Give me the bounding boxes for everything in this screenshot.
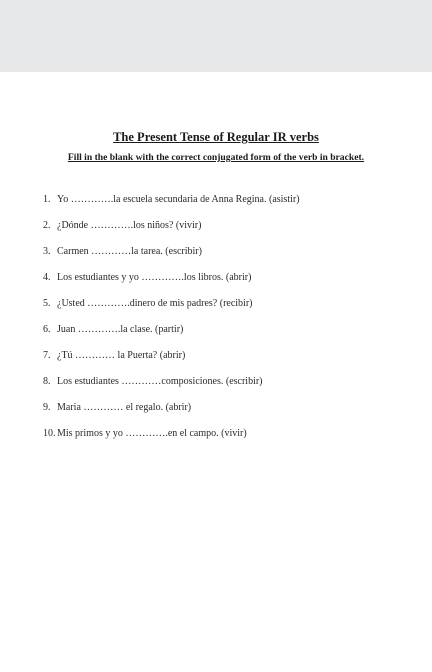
exercise-list — [0, 193, 432, 453]
exercise-number: 5. — [43, 298, 51, 309]
exercise-item — [0, 375, 432, 401]
exercise-number: 6. — [43, 324, 51, 335]
top-gray-band — [0, 0, 432, 72]
worksheet-page — [0, 72, 432, 672]
exercise-item — [0, 245, 432, 271]
exercise-sentence: Los estudiantes y yo ………….los libros. (abrir) — [57, 272, 252, 283]
exercise-sentence: Juan ………….la clase. (partir) — [57, 324, 184, 335]
exercise-item — [0, 297, 432, 323]
exercise-number: 8. — [43, 376, 51, 387]
exercise-sentence: Maria ………… el regalo. (abrir) — [57, 402, 192, 413]
exercise-sentence: ¿Tú ………… la Puerta? (abrir) — [57, 350, 186, 361]
worksheet-instruction: Fill in the blank with the correct conjugated form of the verb in bracket. — [67, 152, 365, 163]
exercise-item — [0, 219, 432, 245]
exercise-sentence: Carmen …………la tarea. (escribir) — [57, 246, 202, 257]
exercise-item — [0, 427, 432, 453]
exercise-sentence: Yo ………….la escuela secundaria de Anna Regina. (asistir) — [57, 194, 300, 205]
exercise-number: 1. — [43, 194, 51, 205]
exercise-item — [0, 401, 432, 427]
exercise-number: 9. — [43, 402, 51, 413]
exercise-number: 3. — [43, 246, 51, 257]
exercise-number: 7. — [43, 350, 51, 361]
exercise-item — [0, 193, 432, 219]
exercise-number: 10. — [43, 428, 56, 439]
exercise-item — [0, 349, 432, 375]
exercise-number: 4. — [43, 272, 51, 283]
exercise-sentence: Los estudiantes …………composiciones. (escribir) — [57, 376, 263, 387]
exercise-item — [0, 271, 432, 297]
exercise-sentence: Mis primos y yo ………….en el campo. (vivir) — [57, 428, 247, 439]
exercise-number: 2. — [43, 220, 51, 231]
exercise-item — [0, 323, 432, 349]
exercise-sentence: ¿Usted ………….dinero de mis padres? (recibir) — [57, 298, 253, 309]
worksheet-title: The Present Tense of Regular IR verbs — [113, 130, 319, 144]
exercise-sentence: ¿Dónde ………….los niños? (vivir) — [57, 220, 202, 231]
